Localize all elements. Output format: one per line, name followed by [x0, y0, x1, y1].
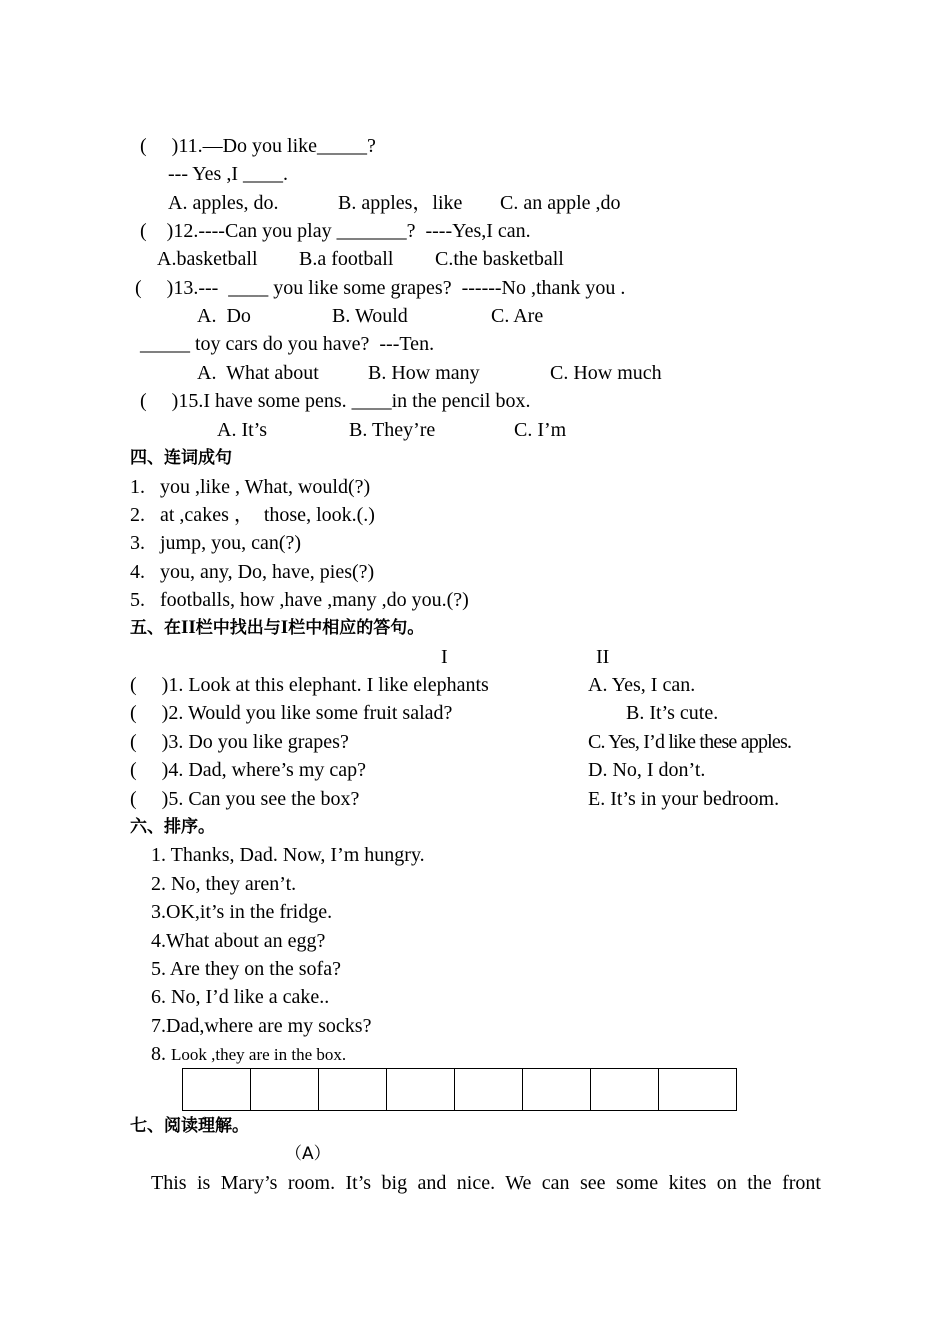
question-11-option-a: A. apples, do.	[168, 192, 279, 214]
order-item-2: 2. No, they aren’t.	[151, 873, 297, 895]
passage-label: （A）	[285, 1144, 331, 1164]
section-4-item-5: 5. footballs, how ,have ,many ,do you.(?)	[130, 589, 469, 611]
match-question-1: ( )1. Look at this elephant. I like elephants	[130, 674, 489, 696]
order-item-3: 3.OK,it’s in the fridge.	[151, 901, 333, 923]
match-question-5: ( )5. Can you see the box?	[130, 788, 360, 810]
question-15-option-a: A. It’s	[217, 419, 267, 441]
section-7-title: 七、阅读理解。	[130, 1116, 249, 1136]
order-item-4: 4.What about an egg?	[151, 930, 326, 952]
question-11-option-c: C. an apple ,do	[500, 192, 621, 214]
order-answer-cell[interactable]	[183, 1069, 251, 1111]
question-15: ( )15.I have some pens. ____in the pencil box.	[140, 390, 531, 412]
order-answer-cell[interactable]	[251, 1069, 319, 1111]
question-13-option-b: B. Would	[332, 305, 408, 327]
order-answer-cell[interactable]	[523, 1069, 591, 1111]
section-6-title: 六、排序。	[130, 817, 215, 837]
order-item-1: 1. Thanks, Dad. Now, I’m hungry.	[151, 844, 425, 866]
question-15-option-c: C. I’m	[514, 419, 567, 441]
match-answer-b: B. It’s cute.	[626, 702, 719, 724]
order-answer-cell[interactable]	[319, 1069, 387, 1111]
order-answer-table	[182, 1068, 737, 1111]
match-answer-c: C. Yes, I’d like these apples.	[588, 731, 792, 753]
match-answer-a: A. Yes, I can.	[588, 674, 696, 696]
match-answer-d: D. No, I don’t.	[588, 759, 706, 781]
match-question-2: ( )2. Would you like some fruit salad?	[130, 702, 453, 724]
question-12-option-c: C.the basketball	[435, 248, 564, 270]
passage-paragraph: This is Mary’s room. It’s big and nice. We can see some kites on the front	[151, 1172, 821, 1194]
order-item-6: 6. No, I’d like a cake..	[151, 986, 330, 1008]
match-question-4: ( )4. Dad, where’s my cap?	[130, 759, 367, 781]
question-11-reply: --- Yes ,I ____.	[168, 163, 288, 185]
question-13: ( )13.--- ____ you like some grapes? ------No ,thank you .	[135, 277, 626, 299]
match-answer-e: E. It’s in your bedroom.	[588, 788, 780, 810]
order-item-7: 7.Dad,where are my socks?	[151, 1015, 372, 1037]
question-15-option-b: B. They’re	[349, 419, 436, 441]
section-4-item-2: 2. at ,cakes ， those, look.(.)	[130, 504, 375, 526]
order-item-5: 5. Are they on the sofa?	[151, 958, 341, 980]
order-answer-cell[interactable]	[659, 1069, 737, 1111]
question-11-option-b: B. apples，like	[338, 192, 463, 214]
question-13-option-c: C. Are	[491, 305, 544, 327]
question-11: ( )11.—Do you like_____?	[140, 135, 376, 157]
order-answer-cell[interactable]	[387, 1069, 455, 1111]
section-4-item-1: 1. you ,like , What, would(?)	[130, 476, 371, 498]
question-14-option-c: C. How much	[550, 362, 662, 384]
question-12: ( )12.----Can you play _______? ----Yes,I can.	[140, 220, 531, 242]
column-i-header: I	[441, 646, 448, 668]
question-13-option-a: A. Do	[197, 305, 251, 327]
match-question-3: ( )3. Do you like grapes?	[130, 731, 349, 753]
question-12-option-b: B.a football	[299, 248, 394, 270]
order-item-8: 8. Look ,they are in the box.	[151, 1043, 347, 1065]
section-4-item-4: 4. you, any, Do, have, pies(?)	[130, 561, 375, 583]
question-14-option-a: A. What about	[197, 362, 319, 384]
section-4-item-3: 3. jump, you, can(?)	[130, 532, 302, 554]
order-answer-cell[interactable]	[455, 1069, 523, 1111]
question-14: _____ toy cars do you have? ---Ten.	[140, 333, 435, 355]
section-4-title: 四、连词成句	[130, 448, 232, 468]
order-answer-cell[interactable]	[591, 1069, 659, 1111]
section-5-title: 五、在II栏中找出与I栏中相应的答句。	[130, 617, 425, 638]
column-ii-header: II	[596, 646, 610, 668]
question-14-option-b: B. How many	[368, 362, 480, 384]
question-12-option-a: A.basketball	[157, 248, 258, 270]
